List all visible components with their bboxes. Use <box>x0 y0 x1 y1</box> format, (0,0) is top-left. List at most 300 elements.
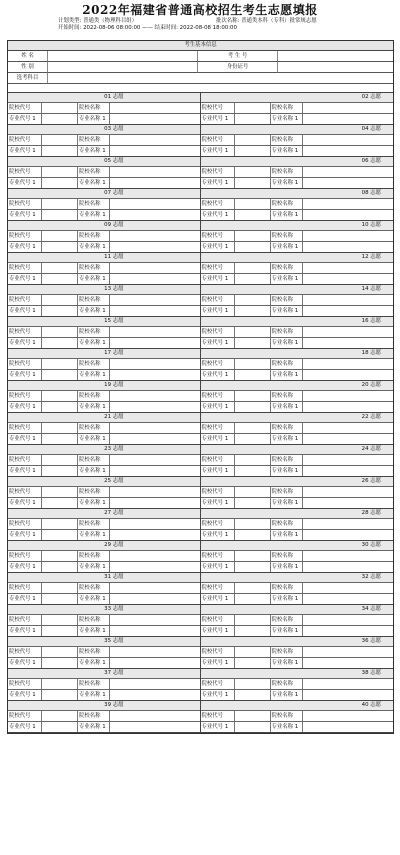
major-row <box>8 305 200 316</box>
school-code-field[interactable] <box>235 583 271 593</box>
school-code-field[interactable] <box>235 519 271 529</box>
school-name-field[interactable] <box>303 263 394 273</box>
school-name-field[interactable] <box>303 423 394 433</box>
volunteer-header <box>8 157 200 167</box>
major-name-field[interactable] <box>110 434 200 444</box>
volunteer-header <box>201 605 394 615</box>
school-code-field[interactable] <box>235 231 271 241</box>
major-name-field[interactable] <box>110 370 200 380</box>
batch <box>216 18 317 25</box>
school-code-field[interactable] <box>42 487 78 497</box>
school-code-field[interactable] <box>42 231 78 241</box>
major-row <box>201 657 394 668</box>
school-code-field[interactable] <box>42 263 78 273</box>
major-row <box>201 497 394 508</box>
major-code-field[interactable] <box>42 306 78 316</box>
major-code-field[interactable] <box>42 722 78 732</box>
school-code-field[interactable] <box>235 551 271 561</box>
school-name-field[interactable] <box>110 263 200 273</box>
school-code-field[interactable] <box>235 711 271 721</box>
school-code-field[interactable] <box>42 199 78 209</box>
school-name-label: 院校名称 <box>78 327 110 337</box>
major-code-label: 专业代号 1 <box>201 306 235 316</box>
school-code-label: 院校代号 <box>8 263 42 273</box>
volunteer-number: 20 志愿 <box>361 382 381 388</box>
major-name-label: 专业名称 1 <box>78 626 110 636</box>
exam-no-field[interactable] <box>278 51 393 62</box>
major-name-field[interactable] <box>303 242 394 252</box>
major-code-field[interactable] <box>42 210 78 220</box>
plan-type <box>58 18 137 25</box>
major-row <box>201 337 394 348</box>
volunteer-number: 19 志愿 <box>104 382 124 388</box>
major-code-label: 专业代号 1 <box>8 114 42 124</box>
major-name-field[interactable] <box>303 338 394 348</box>
major-code-field[interactable] <box>42 658 78 668</box>
major-code-field[interactable] <box>235 530 271 540</box>
school-code-field[interactable] <box>42 327 78 337</box>
major-code-label: 专业代号 1 <box>8 498 42 508</box>
school-row <box>8 167 200 177</box>
major-code-field[interactable] <box>235 338 271 348</box>
school-name-label: 院校名称 <box>78 423 110 433</box>
school-code-field[interactable] <box>42 391 78 401</box>
major-name-field[interactable] <box>110 626 200 636</box>
major-code-field[interactable] <box>235 274 271 284</box>
major-name-field[interactable] <box>303 658 394 668</box>
major-name-label: 专业名称 1 <box>78 690 110 700</box>
school-name-field[interactable] <box>303 295 394 305</box>
school-name-label: 院校名称 <box>271 263 303 273</box>
major-code-field[interactable] <box>42 498 78 508</box>
plan-type-label: 计划类型: <box>58 18 82 24</box>
school-name-field[interactable] <box>110 423 200 433</box>
school-name-field[interactable] <box>303 487 394 497</box>
major-name-field[interactable] <box>110 402 200 412</box>
major-code-label: 专业代号 1 <box>201 434 235 444</box>
school-code-field[interactable] <box>235 359 271 369</box>
major-name-field[interactable] <box>303 370 394 380</box>
major-code-field[interactable] <box>235 370 271 380</box>
major-code-label: 专业代号 1 <box>8 210 42 220</box>
major-code-field[interactable] <box>42 274 78 284</box>
volunteer-number: 37 志愿 <box>104 670 124 676</box>
school-code-field[interactable] <box>235 199 271 209</box>
major-code-field[interactable] <box>42 530 78 540</box>
school-name-field[interactable] <box>110 327 200 337</box>
school-name-field[interactable] <box>110 711 200 721</box>
major-row <box>8 465 200 476</box>
school-name-field[interactable] <box>110 391 200 401</box>
school-name-field[interactable] <box>303 391 394 401</box>
school-name-label: 院校名称 <box>78 711 110 721</box>
volunteer-header <box>8 381 200 391</box>
school-code-field[interactable] <box>42 519 78 529</box>
volunteer-block <box>201 669 394 701</box>
volunteer-block <box>201 701 394 733</box>
school-code-field[interactable] <box>235 263 271 273</box>
major-code-field[interactable] <box>235 178 271 188</box>
major-code-field[interactable] <box>42 242 78 252</box>
major-code-field[interactable] <box>42 562 78 572</box>
major-name-field[interactable] <box>303 690 394 700</box>
volunteer-number: 13 志愿 <box>104 286 124 292</box>
school-code-label: 院校代号 <box>8 455 42 465</box>
major-name-field[interactable] <box>110 530 200 540</box>
school-code-label: 院校代号 <box>201 423 235 433</box>
school-name-field[interactable] <box>110 647 200 657</box>
major-code-label: 专业代号 1 <box>201 626 235 636</box>
volunteer-number: 40 志愿 <box>361 702 381 708</box>
school-name-field[interactable] <box>110 487 200 497</box>
volunteer-number: 15 志愿 <box>104 318 124 324</box>
school-row <box>201 647 394 657</box>
school-name-label: 院校名称 <box>271 295 303 305</box>
major-name-field[interactable] <box>303 594 394 604</box>
major-code-label: 专业代号 1 <box>201 498 235 508</box>
volunteer-header <box>201 701 394 711</box>
major-name-field[interactable] <box>110 274 200 284</box>
volunteer-number: 16 志愿 <box>361 318 381 324</box>
major-name-label: 专业名称 1 <box>271 146 303 156</box>
major-name-field[interactable] <box>303 178 394 188</box>
school-name-field[interactable] <box>110 167 200 177</box>
school-code-label: 院校代号 <box>201 263 235 273</box>
major-name-field[interactable] <box>303 146 394 156</box>
school-name-field[interactable] <box>110 455 200 465</box>
school-name-field[interactable] <box>303 359 394 369</box>
major-name-label: 专业名称 1 <box>271 210 303 220</box>
volunteer-header <box>8 637 200 647</box>
school-name-label: 院校名称 <box>78 135 110 145</box>
school-code-field[interactable] <box>235 647 271 657</box>
major-name-label: 专业名称 1 <box>271 562 303 572</box>
major-row <box>201 305 394 316</box>
volunteer-block <box>201 381 394 413</box>
school-row <box>8 647 200 657</box>
school-row <box>8 391 200 401</box>
school-code-field[interactable] <box>42 167 78 177</box>
major-code-label: 专业代号 1 <box>8 434 42 444</box>
school-name-field[interactable] <box>303 679 394 689</box>
major-row <box>8 529 200 540</box>
school-code-field[interactable] <box>235 135 271 145</box>
major-name-field[interactable] <box>303 466 394 476</box>
school-name-field[interactable] <box>303 199 394 209</box>
major-code-field[interactable] <box>235 498 271 508</box>
volunteer-header <box>8 445 200 455</box>
school-code-field[interactable] <box>235 487 271 497</box>
school-name-field[interactable] <box>110 679 200 689</box>
major-name-field[interactable] <box>303 722 394 732</box>
volunteer-block <box>8 509 201 541</box>
school-row <box>8 263 200 273</box>
major-name-field[interactable] <box>110 178 200 188</box>
school-code-field[interactable] <box>42 647 78 657</box>
volunteer-list <box>8 93 393 733</box>
school-name-field[interactable] <box>303 615 394 625</box>
school-name-field[interactable] <box>303 455 394 465</box>
school-name-field[interactable] <box>303 647 394 657</box>
school-code-label: 院校代号 <box>201 583 235 593</box>
school-code-field[interactable] <box>42 103 78 113</box>
major-code-field[interactable] <box>42 402 78 412</box>
major-code-label: 专业代号 1 <box>201 690 235 700</box>
plan-type-value: 普通类（物理科目组） <box>83 18 138 24</box>
volunteer-header <box>201 445 394 455</box>
gender-label: 性 别 <box>8 62 48 73</box>
spacer <box>8 84 393 93</box>
major-row <box>8 273 200 284</box>
school-name-field[interactable] <box>110 551 200 561</box>
major-name-label: 专业名称 1 <box>271 306 303 316</box>
school-code-label: 院校代号 <box>8 423 42 433</box>
major-name-field[interactable] <box>110 210 200 220</box>
major-name-field[interactable] <box>303 562 394 572</box>
school-name-field[interactable] <box>110 231 200 241</box>
school-name-field[interactable] <box>110 103 200 113</box>
school-code-field[interactable] <box>235 679 271 689</box>
school-name-field[interactable] <box>303 135 394 145</box>
volunteer-block <box>8 573 201 605</box>
major-name-label: 专业名称 1 <box>78 722 110 732</box>
major-row <box>8 369 200 380</box>
school-code-field[interactable] <box>42 711 78 721</box>
school-row <box>8 103 200 113</box>
major-name-field[interactable] <box>110 562 200 572</box>
school-code-label: 院校代号 <box>8 327 42 337</box>
major-code-field[interactable] <box>235 658 271 668</box>
name-field[interactable] <box>48 51 198 62</box>
volunteer-number: 10 志愿 <box>361 222 381 228</box>
school-name-field[interactable] <box>303 231 394 241</box>
school-name-label: 院校名称 <box>271 551 303 561</box>
school-name-field[interactable] <box>110 135 200 145</box>
major-code-field[interactable] <box>235 466 271 476</box>
school-code-field[interactable] <box>235 391 271 401</box>
major-name-field[interactable] <box>303 498 394 508</box>
major-code-field[interactable] <box>235 626 271 636</box>
school-code-field[interactable] <box>235 423 271 433</box>
major-name-field[interactable] <box>303 210 394 220</box>
major-name-field[interactable] <box>303 626 394 636</box>
major-name-field[interactable] <box>110 242 200 252</box>
school-name-field[interactable] <box>110 199 200 209</box>
school-name-field[interactable] <box>110 615 200 625</box>
id-field[interactable] <box>278 62 393 73</box>
major-name-field[interactable] <box>110 466 200 476</box>
school-code-label: 院校代号 <box>8 647 42 657</box>
school-name-field[interactable] <box>303 327 394 337</box>
school-code-field[interactable] <box>235 295 271 305</box>
major-name-field[interactable] <box>110 594 200 604</box>
volunteer-block <box>201 317 394 349</box>
volunteer-number: 36 志愿 <box>361 638 381 644</box>
school-name-field[interactable] <box>303 519 394 529</box>
major-row <box>8 433 200 444</box>
major-code-label: 专业代号 1 <box>8 722 42 732</box>
major-name-field[interactable] <box>110 722 200 732</box>
school-code-field[interactable] <box>235 103 271 113</box>
volunteer-header <box>8 317 200 327</box>
major-row <box>8 337 200 348</box>
school-code-field[interactable] <box>235 327 271 337</box>
major-code-field[interactable] <box>42 370 78 380</box>
major-code-field[interactable] <box>42 146 78 156</box>
school-name-field[interactable] <box>303 711 394 721</box>
volunteer-header <box>201 669 394 679</box>
major-code-field[interactable] <box>42 114 78 124</box>
major-name-field[interactable] <box>110 306 200 316</box>
gender-field[interactable] <box>48 62 198 73</box>
volunteer-block <box>8 317 201 349</box>
major-code-label: 专业代号 1 <box>201 370 235 380</box>
volunteer-block <box>201 637 394 669</box>
major-code-field[interactable] <box>42 690 78 700</box>
major-name-field[interactable] <box>303 274 394 284</box>
major-code-field[interactable] <box>235 146 271 156</box>
school-name-field[interactable] <box>110 359 200 369</box>
school-code-field[interactable] <box>42 423 78 433</box>
major-row <box>8 145 200 156</box>
volunteer-header <box>201 285 394 295</box>
major-name-field[interactable] <box>303 434 394 444</box>
volunteer-block <box>8 541 201 573</box>
major-name-field[interactable] <box>110 146 200 156</box>
volunteer-block <box>8 221 201 253</box>
school-code-label: 院校代号 <box>201 167 235 177</box>
major-code-field[interactable] <box>235 562 271 572</box>
major-name-label: 专业名称 1 <box>271 434 303 444</box>
school-row <box>8 711 200 721</box>
major-code-label: 专业代号 1 <box>201 338 235 348</box>
major-code-field[interactable] <box>235 402 271 412</box>
major-code-field[interactable] <box>235 690 271 700</box>
major-row <box>8 241 200 252</box>
major-row <box>201 273 394 284</box>
school-name-field[interactable] <box>303 583 394 593</box>
basic-info-table <box>8 51 393 84</box>
subjects-field[interactable] <box>48 73 393 84</box>
major-name-field[interactable] <box>110 338 200 348</box>
major-code-field[interactable] <box>42 594 78 604</box>
id-label: 身份证号 <box>198 62 278 73</box>
major-code-field[interactable] <box>235 306 271 316</box>
major-code-field[interactable] <box>235 210 271 220</box>
major-code-field[interactable] <box>235 722 271 732</box>
school-row <box>201 295 394 305</box>
major-name-field[interactable] <box>110 690 200 700</box>
school-code-field[interactable] <box>235 455 271 465</box>
school-code-field[interactable] <box>42 455 78 465</box>
school-name-label: 院校名称 <box>271 327 303 337</box>
school-name-label: 院校名称 <box>78 679 110 689</box>
volunteer-number: 31 志愿 <box>104 574 124 580</box>
major-code-label: 专业代号 1 <box>8 402 42 412</box>
major-code-field[interactable] <box>42 178 78 188</box>
batch-value: 普通类本科（专科）批常规志愿 <box>241 18 317 24</box>
school-code-field[interactable] <box>42 679 78 689</box>
major-code-field[interactable] <box>235 434 271 444</box>
volunteer-number: 08 志愿 <box>361 190 381 196</box>
school-code-field[interactable] <box>235 167 271 177</box>
major-name-label: 专业名称 1 <box>271 530 303 540</box>
major-name-label: 专业名称 1 <box>78 594 110 604</box>
school-name-label: 院校名称 <box>78 455 110 465</box>
volunteer-block <box>201 477 394 509</box>
major-name-field[interactable] <box>303 530 394 540</box>
school-code-label: 院校代号 <box>201 647 235 657</box>
school-code-label: 院校代号 <box>201 679 235 689</box>
volunteer-block <box>8 637 201 669</box>
school-name-field[interactable] <box>110 295 200 305</box>
school-row <box>8 583 200 593</box>
major-name-label: 专业名称 1 <box>78 210 110 220</box>
volunteer-pair <box>8 413 393 445</box>
school-name-label: 院校名称 <box>271 231 303 241</box>
major-code-field[interactable] <box>235 594 271 604</box>
major-code-field[interactable] <box>42 434 78 444</box>
major-name-field[interactable] <box>110 498 200 508</box>
school-code-field[interactable] <box>42 583 78 593</box>
major-name-field[interactable] <box>303 306 394 316</box>
major-code-field[interactable] <box>235 114 271 124</box>
major-code-label: 专业代号 1 <box>201 210 235 220</box>
school-row <box>8 519 200 529</box>
major-name-field[interactable] <box>303 114 394 124</box>
school-name-field[interactable] <box>110 519 200 529</box>
school-name-field[interactable] <box>303 551 394 561</box>
school-row <box>8 615 200 625</box>
major-row <box>201 369 394 380</box>
school-name-field[interactable] <box>303 103 394 113</box>
major-name-label: 专业名称 1 <box>78 338 110 348</box>
school-code-field[interactable] <box>42 135 78 145</box>
major-code-field[interactable] <box>42 626 78 636</box>
school-code-field[interactable] <box>42 615 78 625</box>
major-code-field[interactable] <box>42 466 78 476</box>
major-row <box>8 625 200 636</box>
school-row <box>201 103 394 113</box>
volunteer-number: 28 志愿 <box>361 510 381 516</box>
school-name-label: 院校名称 <box>78 487 110 497</box>
major-row <box>201 145 394 156</box>
volunteer-header <box>8 477 200 487</box>
major-name-field[interactable] <box>303 402 394 412</box>
volunteer-header <box>8 509 200 519</box>
school-name-label: 院校名称 <box>271 135 303 145</box>
major-name-label: 专业名称 1 <box>271 466 303 476</box>
school-name-field[interactable] <box>303 167 394 177</box>
major-code-field[interactable] <box>42 338 78 348</box>
school-code-field[interactable] <box>235 615 271 625</box>
school-code-label: 院校代号 <box>201 199 235 209</box>
major-name-field[interactable] <box>110 114 200 124</box>
major-name-field[interactable] <box>110 658 200 668</box>
volunteer-number: 18 志愿 <box>361 350 381 356</box>
volunteer-block <box>201 541 394 573</box>
major-name-label: 专业名称 1 <box>271 658 303 668</box>
school-code-field[interactable] <box>42 551 78 561</box>
school-code-field[interactable] <box>42 359 78 369</box>
volunteer-number: 01 志愿 <box>104 94 124 100</box>
volunteer-block <box>8 381 201 413</box>
school-name-field[interactable] <box>110 583 200 593</box>
volunteer-block <box>8 701 201 733</box>
major-code-field[interactable] <box>235 242 271 252</box>
major-row <box>201 593 394 604</box>
school-code-field[interactable] <box>42 295 78 305</box>
